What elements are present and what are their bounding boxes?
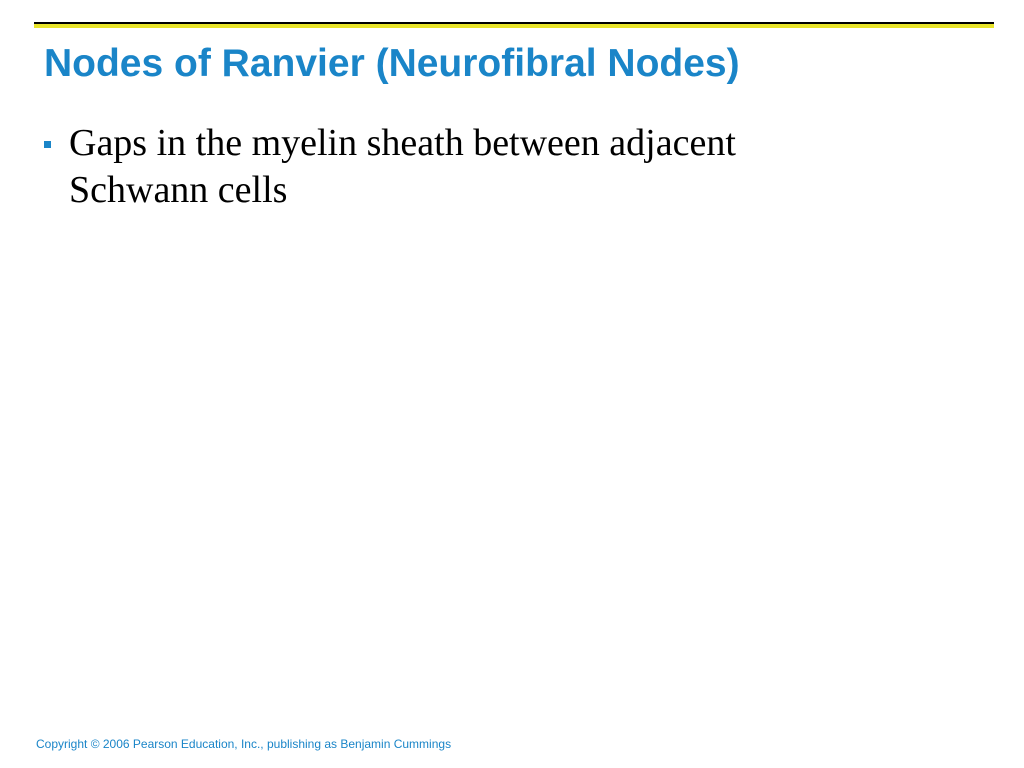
slide-title: Nodes of Ranvier (Neurofibral Nodes)	[44, 42, 740, 85]
bullet-list	[44, 120, 864, 214]
bullet-text: Gaps in the myelin sheath between adjacent Schwann cells	[69, 122, 736, 211]
bullet-item	[44, 120, 864, 214]
title-rule	[34, 22, 994, 28]
square-bullet-icon	[44, 141, 51, 148]
copyright-footer: Copyright © 2006 Pearson Education, Inc., publishing as Benjamin Cummings	[36, 737, 452, 751]
